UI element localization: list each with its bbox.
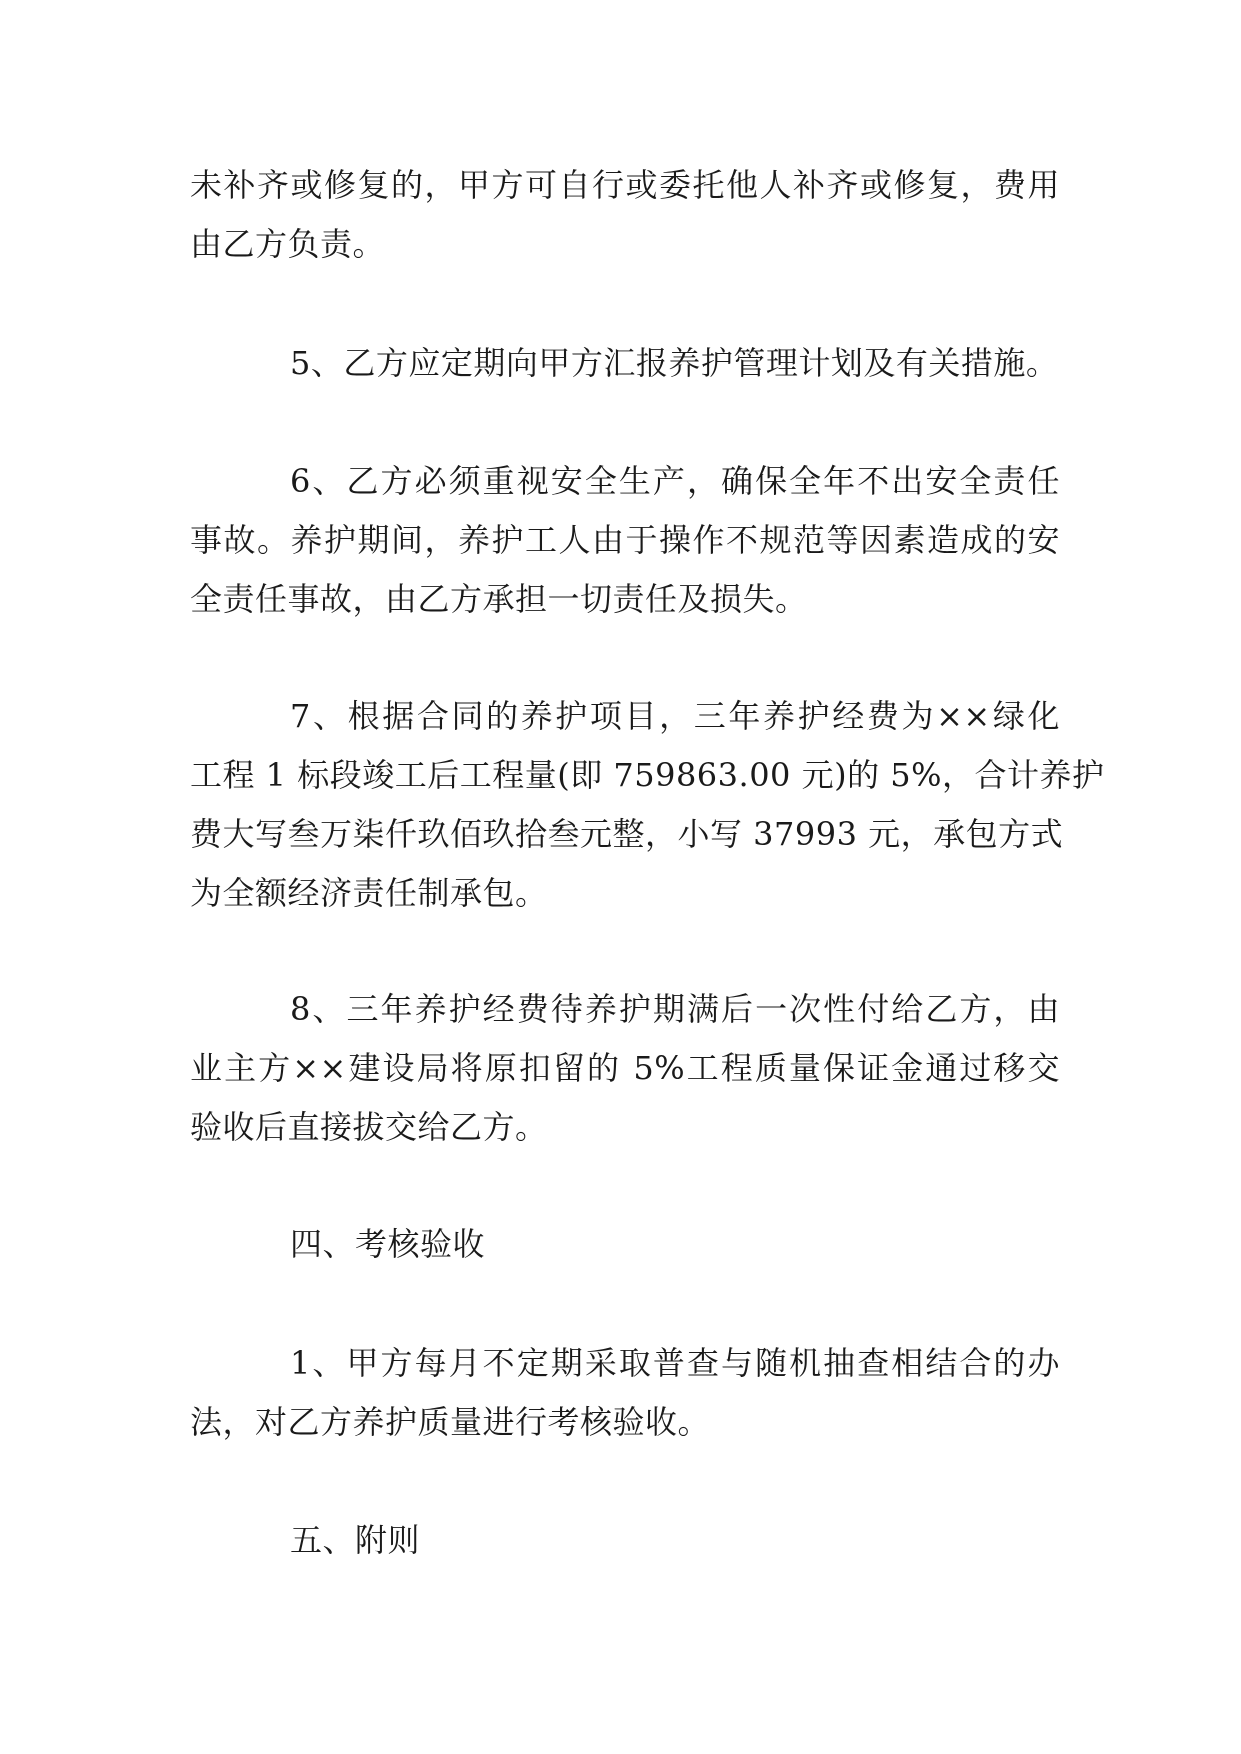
text-line: 工程 1 标段竣工后工程量(即 759863.00 元)的 5%，合计养护 xyxy=(190,756,1105,794)
text-line: 为全额经济责任制承包。 xyxy=(190,874,548,912)
text-line: 5、乙方应定期向甲方汇报养护管理计划及有关措施。 xyxy=(290,344,1059,382)
text-line: 6、乙方必须重视安全生产，确保全年不出安全责任 xyxy=(290,462,1060,500)
section-heading-text: 五、附则 xyxy=(290,1521,421,1559)
text-line: 验收后直接拔交给乙方。 xyxy=(190,1108,548,1146)
text-line: 全责任事故，由乙方承担一切责任及损失。 xyxy=(190,580,808,618)
paragraph-item-8 xyxy=(190,980,1060,1157)
paragraph-item-6 xyxy=(190,452,1060,629)
text-line: 费大写叁万柒仟玖佰玖拾叁元整，小写 37993 元，承包方式 xyxy=(190,815,1064,853)
text-line: 8、三年养护经费待养护期满后一次性付给乙方，由 xyxy=(290,990,1060,1028)
paragraph-section-4-item-1 xyxy=(190,1334,1060,1452)
paragraph-item-7 xyxy=(190,687,1105,923)
text-line: 1、甲方每月不定期采取普查与随机抽查相结合的办 xyxy=(290,1344,1060,1382)
text-line: 业主方××建设局将原扣留的 5%工程质量保证金通过移交 xyxy=(190,1049,1060,1087)
section-heading-text: 四、考核验收 xyxy=(290,1225,486,1263)
text-line: 由乙方负责。 xyxy=(190,225,386,263)
section-heading-4 xyxy=(190,1215,1060,1274)
text-line: 事故。养护期间，养护工人由于操作不规范等因素造成的安 xyxy=(190,521,1060,559)
paragraph-item-5 xyxy=(190,334,1060,393)
paragraph-continuation xyxy=(190,156,1060,274)
text-line: 未补齐或修复的，甲方可自行或委托他人补齐或修复，费用 xyxy=(190,166,1060,204)
text-line: 7、根据合同的养护项目，三年养护经费为××绿化 xyxy=(290,697,1060,735)
text-line: 法，对乙方养护质量进行考核验收。 xyxy=(190,1403,711,1441)
section-heading-5 xyxy=(190,1511,1060,1570)
